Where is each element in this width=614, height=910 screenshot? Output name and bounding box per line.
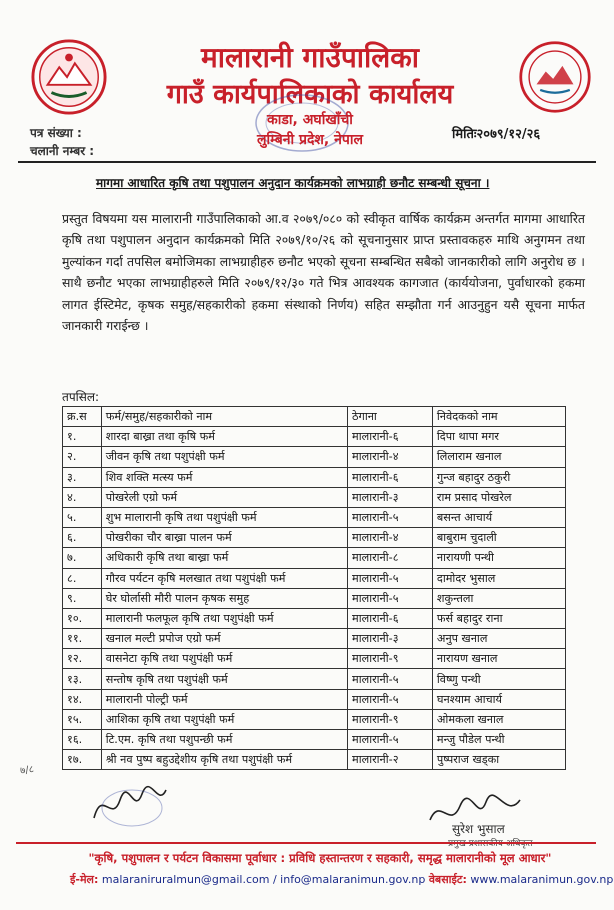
table-row bbox=[63, 528, 566, 548]
address-line-1: काडा, अर्घाखाँची bbox=[267, 112, 353, 128]
cell-address: मालारानी-५ bbox=[348, 568, 433, 588]
cell-firm-name: टि.एम. कृषि तथा पशुपन्छी फर्म bbox=[101, 730, 347, 750]
cell-address: मालारानी-५ bbox=[348, 669, 433, 689]
cell-address: मालारानी-९ bbox=[348, 709, 433, 729]
cell-applicant: नारायणी पन्थी bbox=[432, 548, 565, 568]
municipality-seal-icon bbox=[518, 40, 592, 114]
table-row bbox=[63, 750, 566, 770]
cell-firm-name: सन्तोष कृषि तथा पशुपंक्षी फर्म bbox=[101, 669, 347, 689]
cell-address: मालारानी-४ bbox=[348, 528, 433, 548]
table-row bbox=[63, 649, 566, 669]
table-row bbox=[63, 730, 566, 750]
cell-address: मालारानी-५ bbox=[348, 689, 433, 709]
cell-address: मालारानी-५ bbox=[348, 588, 433, 608]
table-row bbox=[63, 568, 566, 588]
cell-serial: १४. bbox=[63, 689, 102, 709]
cell-applicant: लिलाराम खनाल bbox=[432, 447, 565, 467]
footer-motto: "कृषि, पशुपालन र पर्यटन विकासमा पूर्वाधार : प्रविधि हस्तान्तरण र सहकारी, समृद्ध मालारानीको मूल आधार" bbox=[88, 851, 552, 865]
footer-divider bbox=[16, 842, 596, 844]
cell-serial: १७. bbox=[63, 750, 102, 770]
cell-applicant: बसन्त आचार्य bbox=[432, 507, 565, 527]
cell-address: मालारानी-२ bbox=[348, 750, 433, 770]
details-label: तपसिल: bbox=[62, 390, 100, 404]
table-row bbox=[63, 629, 566, 649]
table-row bbox=[63, 669, 566, 689]
cell-address: मालारानी-६ bbox=[348, 467, 433, 487]
cell-serial: १५. bbox=[63, 709, 102, 729]
cell-serial: ६. bbox=[63, 528, 102, 548]
cell-address: मालारानी-५ bbox=[348, 507, 433, 527]
cell-address: मालारानी-३ bbox=[348, 487, 433, 507]
cell-address: मालारानी-८ bbox=[348, 548, 433, 568]
cell-firm-name: शुभ मालारानी कृषि तथा पशुपंक्षी फर्म bbox=[101, 507, 347, 527]
cell-serial: २. bbox=[63, 447, 102, 467]
dispatch-number-label: चलानी नम्बर : bbox=[30, 144, 95, 158]
cell-firm-name: पोखरेली एग्रो फर्म bbox=[101, 487, 347, 507]
cell-firm-name: पोखरीका चौर बाख्रा पालन फर्म bbox=[101, 528, 347, 548]
signature-left-icon bbox=[88, 778, 172, 832]
cell-applicant: दामोदर भुसाल bbox=[432, 568, 565, 588]
cell-applicant: नारायण खनाल bbox=[432, 649, 565, 669]
cell-applicant: फर्स बहादुर राना bbox=[432, 608, 565, 628]
table-row bbox=[63, 447, 566, 467]
cell-firm-name: वासनेटा कृषि तथा पशुपंक्षी फर्म bbox=[101, 649, 347, 669]
cell-firm-name: शारदा बाख्रा तथा कृषि फर्म bbox=[101, 427, 347, 447]
cell-applicant: मन्जु पौडेल पन्थी bbox=[432, 730, 565, 750]
cell-address: मालारानी-६ bbox=[348, 608, 433, 628]
table-row bbox=[63, 709, 566, 729]
cell-serial: ११. bbox=[63, 629, 102, 649]
office-subtitle: गाउँ कार्यपालिकाको कार्यालय bbox=[166, 79, 454, 110]
cell-applicant: दिपा थापा मगर bbox=[432, 427, 565, 447]
cell-serial: १२. bbox=[63, 649, 102, 669]
cell-address: मालारानी-५ bbox=[348, 730, 433, 750]
cell-firm-name: अधिकारी कृषि तथा बाख्रा फर्म bbox=[101, 548, 347, 568]
email-label: ई-मेल: bbox=[70, 873, 99, 886]
cell-address: मालारानी-३ bbox=[348, 629, 433, 649]
column-header-firm-name: फर्म/समुह/सहकारीको नाम bbox=[101, 407, 347, 427]
table-header-row bbox=[63, 407, 566, 427]
cell-serial: १. bbox=[63, 427, 102, 447]
cell-applicant: विष्णु पन्थी bbox=[432, 669, 565, 689]
header-divider bbox=[18, 161, 596, 163]
cell-applicant: बाबुराम चुदाली bbox=[432, 528, 565, 548]
letter-number-label: पत्र संख्या : bbox=[30, 126, 82, 140]
government-emblem-icon bbox=[30, 38, 108, 116]
signatory-name: सुरेश भुसाल bbox=[452, 822, 505, 836]
cell-serial: ५. bbox=[63, 507, 102, 527]
cell-serial: ३. bbox=[63, 467, 102, 487]
table-row bbox=[63, 548, 566, 568]
cell-serial: ७. bbox=[63, 548, 102, 568]
cell-firm-name: श्री नव पुष्प बहुउद्देशीय कृषि तथा पशुपंक्षी फर्म bbox=[101, 750, 347, 770]
notice-body: प्रस्तुत विषयमा यस मालारानी गाउँपालिकाको आ.व २०७९/०८० को स्वीकृत वार्षिक कार्यक्रम अन्तर्गत मागमा आधारित कृषि तथा पशुपालन अनुदान कार्यक्रमको मिति २०७९/१०/२६ को सूचनानुसार प्राप्त प्रस्तावकहरु माथि अनुगमन तथा मुल्यांकन गर्दा तपसिल बमोजिमका लाभग्राहीहरु छनौट भएको सूचना सम्बन्धित सबैको जानकारीको लागि अनुरोध छ । साथै छनौट भएका लाभग्राहीहरुले मिति २०७९/१२/३० गते भित्र आवश्यक कागजात (कार्ययोजना, पुर्वाधारको हकमा लागत ईस्टिमेट, कृषक समुह/सहकारीको हकमा संस्थाको निर्णय) सहित सम्झौता गर्न आउनुहुन यसै सूचना मार्फत जानकारी गराईन्छ । bbox=[62, 211, 585, 334]
cell-serial: ९. bbox=[63, 588, 102, 608]
cell-address: मालारानी-४ bbox=[348, 447, 433, 467]
cell-serial: ४. bbox=[63, 487, 102, 507]
office-title: मालारानी गाउँपालिका bbox=[201, 41, 419, 74]
margin-handwritten-note: ७/८ bbox=[19, 764, 35, 777]
notice-subject: मागमा आधारित कृषि तथा पशुपालन अनुदान कार्यक्रमको लाभग्राही छनौट सम्बन्धी सूचना । bbox=[96, 176, 490, 190]
column-header-applicant: निवेदकको नाम bbox=[432, 407, 565, 427]
cell-applicant: पुष्पराज खड्का bbox=[432, 750, 565, 770]
column-header-serial: क्र.स bbox=[63, 407, 102, 427]
signatory-title: प्रमुख प्रशासकीय अधिकृत bbox=[448, 839, 533, 849]
cell-serial: १३. bbox=[63, 669, 102, 689]
cell-applicant: गुन्ज बहादुर ठकुरी bbox=[432, 467, 565, 487]
cell-applicant: शकुन्तला bbox=[432, 588, 565, 608]
cell-serial: १०. bbox=[63, 608, 102, 628]
address-line-2: लुम्बिनी प्रदेश, नेपाल bbox=[257, 132, 363, 148]
cell-applicant: राम प्रसाद पोखरेल bbox=[432, 487, 565, 507]
footer-contact bbox=[70, 872, 614, 887]
cell-serial: ८. bbox=[63, 568, 102, 588]
table-row bbox=[63, 487, 566, 507]
website-label: वेबसाईट: bbox=[428, 873, 467, 886]
cell-firm-name: मालारानी पोल्ट्री फर्म bbox=[101, 689, 347, 709]
letter-date: मितिः२०७९/१२/२६ bbox=[452, 127, 541, 142]
beneficiary-table bbox=[62, 406, 566, 770]
table-row bbox=[63, 467, 566, 487]
cell-firm-name: आशिका कृषि तथा पशुपंक्षी फर्म bbox=[101, 709, 347, 729]
column-header-address: ठेगाना bbox=[348, 407, 433, 427]
table-row bbox=[63, 507, 566, 527]
cell-address: मालारानी-६ bbox=[348, 427, 433, 447]
table-row bbox=[63, 588, 566, 608]
cell-firm-name: गौरव पर्यटन कृषि मलखात तथा पशुपंक्षी फर्म bbox=[101, 568, 347, 588]
table-row bbox=[63, 608, 566, 628]
cell-applicant: अनुप खनाल bbox=[432, 629, 565, 649]
cell-address: मालारानी-९ bbox=[348, 649, 433, 669]
cell-applicant: ओमकला खनाल bbox=[432, 709, 565, 729]
cell-firm-name: जीवन कृषि तथा पशुपंक्षी फर्म bbox=[101, 447, 347, 467]
cell-firm-name: घेर घोर्लासी मौरी पालन कृषक समुह bbox=[101, 588, 347, 608]
cell-applicant: घनश्याम आचार्य bbox=[432, 689, 565, 709]
cell-firm-name: खनाल मल्टी प्रपोज एग्रो फर्म bbox=[101, 629, 347, 649]
email-addresses[interactable]: malaraniruralmun@gmail.com / info@malaranimun.gov.np bbox=[101, 873, 426, 886]
table-row bbox=[63, 427, 566, 447]
table-row bbox=[63, 689, 566, 709]
cell-serial: १६. bbox=[63, 730, 102, 750]
cell-firm-name: मालारानी फलफूल कृषि तथा पशुपंक्षी फर्म bbox=[101, 608, 347, 628]
cell-firm-name: शिव शक्ति मत्स्य फर्म bbox=[101, 467, 347, 487]
website-link[interactable]: www.malaranimun.gov.np bbox=[470, 873, 614, 886]
